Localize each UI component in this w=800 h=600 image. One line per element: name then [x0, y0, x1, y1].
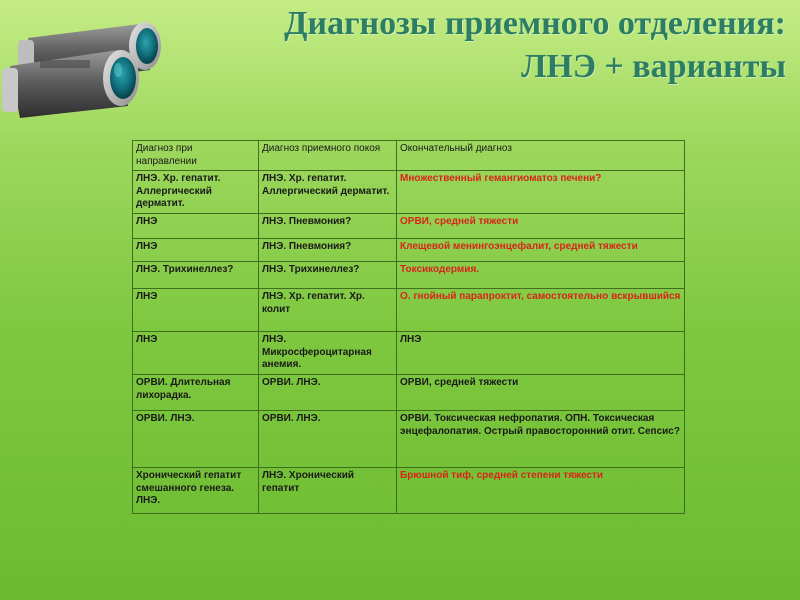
table-row [133, 262, 685, 289]
cell-final: ЛНЭ [397, 332, 685, 375]
header-admission: Диагноз приемного покоя [259, 141, 397, 171]
page-title-line2: ЛНЭ + варианты [521, 48, 786, 85]
cell-admission: ЛНЭ. Микросфероцитарная анемия. [259, 332, 397, 375]
cell-admission: ЛНЭ. Хр. гепатит. Хр. колит [259, 289, 397, 332]
page-title-line1: Диагнозы приемного отделения: [284, 5, 786, 42]
cell-admission: ЛНЭ. Пневмония? [259, 239, 397, 262]
cell-referral: ЛНЭ [133, 214, 259, 239]
table-row [133, 289, 685, 332]
header-referral: Диагноз при направлении [133, 141, 259, 171]
cell-referral: ЛНЭ [133, 332, 259, 375]
cell-admission: ЛНЭ. Хр. гепатит. Аллергический дерматит. [259, 171, 397, 214]
table-row [133, 468, 685, 514]
table-row [133, 411, 685, 468]
cell-admission: ЛНЭ. Хронический гепатит [259, 468, 397, 514]
diagnosis-table [132, 140, 685, 514]
cell-final: О. гнойный парапроктит, самостоятельно вскрывшийся [397, 289, 685, 332]
cell-referral: Хронический гепатит смешанного генеза. ЛНЭ. [133, 468, 259, 514]
cell-referral: ОРВИ. Длительная лихорадка. [133, 375, 259, 411]
cell-admission: ОРВИ. ЛНЭ. [259, 411, 397, 468]
cell-admission: ОРВИ. ЛНЭ. [259, 375, 397, 411]
table-header-row [133, 141, 685, 171]
cell-final: ОРВИ, средней тяжести [397, 375, 685, 411]
cell-final: ОРВИ, средней тяжести [397, 214, 685, 239]
cell-referral: ОРВИ. ЛНЭ. [133, 411, 259, 468]
cell-final: Клещевой менингоэнцефалит, средней тяжести [397, 239, 685, 262]
cell-referral: ЛНЭ [133, 239, 259, 262]
cell-referral: ЛНЭ. Хр. гепатит. Аллергический дерматит. [133, 171, 259, 214]
cell-final: Множественный гемангиоматоз печени? [397, 171, 685, 214]
table-row [133, 214, 685, 239]
table-row [133, 375, 685, 411]
cell-admission: ЛНЭ. Трихинеллез? [259, 262, 397, 289]
table-row [133, 171, 685, 214]
page-title [146, 2, 786, 88]
cell-referral: ЛНЭ [133, 289, 259, 332]
table-row [133, 239, 685, 262]
cell-final: Токсикодермия. [397, 262, 685, 289]
cell-referral: ЛНЭ. Трихинеллез? [133, 262, 259, 289]
cell-final: ОРВИ. Токсическая нефропатия. ОПН. Токсическая энцефалопатия. Острый правосторонний отит. Сепсис? [397, 411, 685, 468]
table-row [133, 332, 685, 375]
cell-admission: ЛНЭ. Пневмония? [259, 214, 397, 239]
header-final: Окончательный диагноз [397, 141, 685, 171]
cell-final: Брюшной тиф, средней степени тяжести [397, 468, 685, 514]
